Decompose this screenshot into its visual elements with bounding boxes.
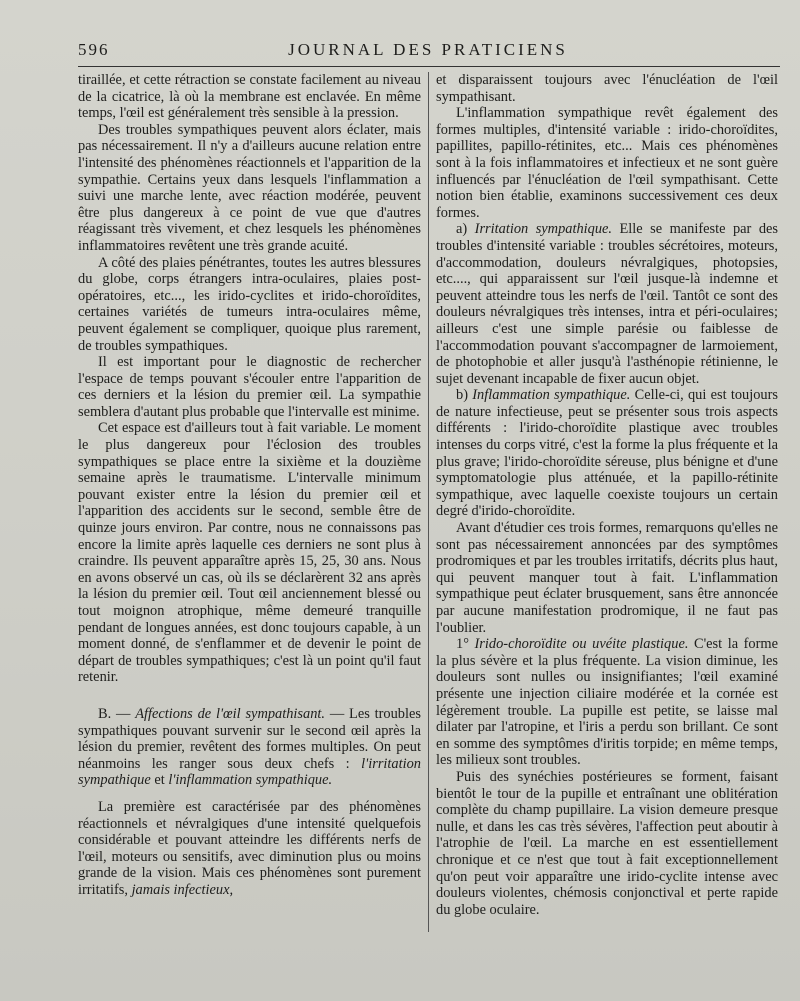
column-divider — [428, 72, 429, 932]
paragraph: Cet espace est d'ailleurs tout à fait variable. Le moment le plus dangereux pour l'éclosion des troubles sympathiques se place entre la sixième et la douzième semaine après le traumatisme. L'intervalle minimum pouvant exister entre la lésion du premier œil et l'apparition des accidents sur le second, semble être de quinze jours environ. Par contre, nous ne connaissons pas encore la limite après laquelle ces derniers ne sont plus à craindre. Ils peuvent apparaître après 15, 25, 30 ans. Nous en avons observé un cas, où ils se déclarèrent 32 ans après la lésion du premier œil. Tout œil anciennement blessé ou tout moignon atrophique, même demeuré tranquille pendant de longues années, est donc toujours capable, à un moment donné, de s'enflammer et de devenir le point de départ de troubles sympathiques; c'est là un point qu'il faut retenir. — [78, 420, 421, 686]
subsection-1-paragraph — [436, 636, 778, 769]
paragraph: L'inflammation sympathique revêt également des formes multiples, d'intensité variable : irido-choroïdites, papillites, papillo-rétinites, etc... Mais ces phénomènes sont à la fois inflammatoires et infectieux et ne sont guère influencés par l'énucléation de l'œil sympathisant. Cette notion bien établie, examinons successivement ces deux formes. — [436, 105, 778, 221]
header-rule — [78, 66, 780, 67]
section-b-paragraph — [78, 706, 421, 789]
page-number: 596 — [78, 40, 110, 59]
section-heading: Affections de l'œil sympathisant. — [135, 705, 326, 722]
journal-title: JOURNAL DES PRATICIENS — [288, 40, 568, 59]
paragraph: Il est important pour le diagnostic de rechercher l'espace de temps pouvant s'écouler entre l'apparition de ces derniers et la lésion du premier œil. La sympathie semblera d'autant plus probable que l'intervalle est minime. — [78, 354, 421, 420]
page-header — [78, 40, 778, 62]
paragraph: A côté des plaies pénétrantes, toutes les autres blessures du globe, corps étrangers intra-oculaires, plaies post-opératoires, etc..., les irido-cyclites et irido-choroïdites, certaines variétés de tumeurs intra-oculaires même, peuvent également se compliquer, quoique plus rarement, de troubles sympathiques. — [78, 254, 421, 354]
emphasis: jamais infectieux, — [131, 881, 234, 898]
left-column — [78, 72, 421, 899]
subsection-heading: Irido-choroïdite ou uvéite plastique. — [474, 636, 689, 653]
text-run: Celle-ci, qui est toujours de nature infectieuse, peut se présenter sous trois aspects différents : l'irido-choroïdite plastique avec troubles intenses du corps vitré, c'est la forme la plus fréquente et la plus grave; l'irido-choroïdite séreuse, plus bénigne et d'une symptomatologie plus atténuée, et la papillo-rétinite sympathique, avec laquelle coexiste toujours un certain degré d'irido-choroïdite. — [436, 387, 778, 520]
subsection-marker: b) — [456, 387, 473, 404]
subsection-heading: Irritation sympathique. — [474, 221, 613, 238]
paragraph: Avant d'étudier ces trois formes, remarquons qu'elles ne sont pas nécessairement annoncées par des symptômes prodromiques et par les troubles irritatifs, décrits plus haut, qui peuvent manquer tout à fait. L'inflammation sympathique peut éclater brusquement, sans être annoncée par aucune manifestation prodromique, il ne faut pas l'oublier. — [436, 520, 778, 636]
text-run: C'est la forme la plus sévère et la plus fréquente. La vision diminue, les douleurs sont nulles ou insignifiantes; l'œil examiné présente une injection ciliaire modérée et la cornée est légèrement trouble. La pupille est petite, se laisse mal dilater par l'atropine, et l'iris a perdu son brillant. Ce sont en somme des symptômes d'iritis torpide; en même temps, les milieux sont troubles. — [436, 636, 778, 769]
text-run: et — [150, 772, 169, 789]
paragraph: et disparaissent toujours avec l'énucléation de l'œil sympathisant. — [436, 72, 778, 105]
paragraph — [78, 799, 421, 899]
subsection-heading: Inflammation sympathique. — [472, 387, 631, 404]
section-marker: B. — — [98, 705, 136, 722]
term-inflammation: l'inflammation sympathique. — [168, 772, 333, 789]
term-irritation: l'irritation sympathique — [78, 755, 421, 789]
text-run: Elle se manifeste par des troubles d'intensité variable : troubles sécrétoires, moteurs, d'accommodation, douleurs névralgiques, photopsies, etc...., qui apparaissent sur l'œil jusque-là indemne et peuvent atteindre tous les nerfs de l'œil. Tantôt ce sont des douleurs névralgiques très intenses, intra et péri-oculaires; ailleurs c'est une simple parésie ou faiblesse de l'accommodation pouvant s'accompagner de larmoiement, de photophobie et aller jusqu'à l'asthénopie rétinienne, le sujet devenant incapable de fixer aucun objet. — [436, 221, 778, 387]
paragraph: Des troubles sympathiques peuvent alors éclater, mais pas nécessairement. Il n'y a d'ailleurs aucune relation entre l'intensité des phénomènes réactionnels et l'apparition de la sympathie. Certains yeux dans lesquels l'inflammation a suivi une marche lente, avec réaction modérée, peuvent être plus dangereux à ce point de vue que d'autres réagissant très vivement, et chez lesquels les phénomènes inflammatoires revêtent une très grande acuité. — [78, 121, 421, 254]
subsection-marker: a) — [456, 221, 475, 238]
subsection-marker: 1° — [456, 636, 475, 653]
paragraph: tiraillée, et cette rétraction se constate facilement au niveau de la cicatrice, là où la membrane est enclavée. En même temps, l'œil est généralement très sensible à la pression. — [78, 72, 421, 122]
subsection-b-paragraph — [436, 387, 778, 520]
text-run: La première est caractérisée par des phénomènes réactionnels et névralgiques d'une intensité quelquefois considérable et pouvant atteindre les différents nerfs de l'œil, moteurs ou sensitifs, avec diminution plus ou moins grande de la vision. Mais ces phénomènes sont purement irritatifs, — [78, 798, 421, 898]
text-run: — Les troubles sympathiques pouvant survenir sur le second œil après la lésion du premier, revêtent des formes multiples. On peut néanmoins les ranger sous deux chefs : — [78, 705, 421, 772]
subsection-a-paragraph — [436, 221, 778, 387]
right-column — [436, 72, 778, 918]
paragraph: Puis des synéchies postérieures se forment, faisant bientôt le tour de la pupille et entraînant une oblitération complète du champ pupillaire. La vision demeure presque nulle, et dans les cas très sévères, l'affection peut aboutir à l'atrophie de l'œil. La marche en est essentiellement chronique et ce n'est que tout à fait exceptionnellement qu'on peut voir apparaître une irido-cyclite intense avec douleurs violentes, chémosis conjonctival et perte rapide du globe oculaire. — [436, 768, 778, 918]
